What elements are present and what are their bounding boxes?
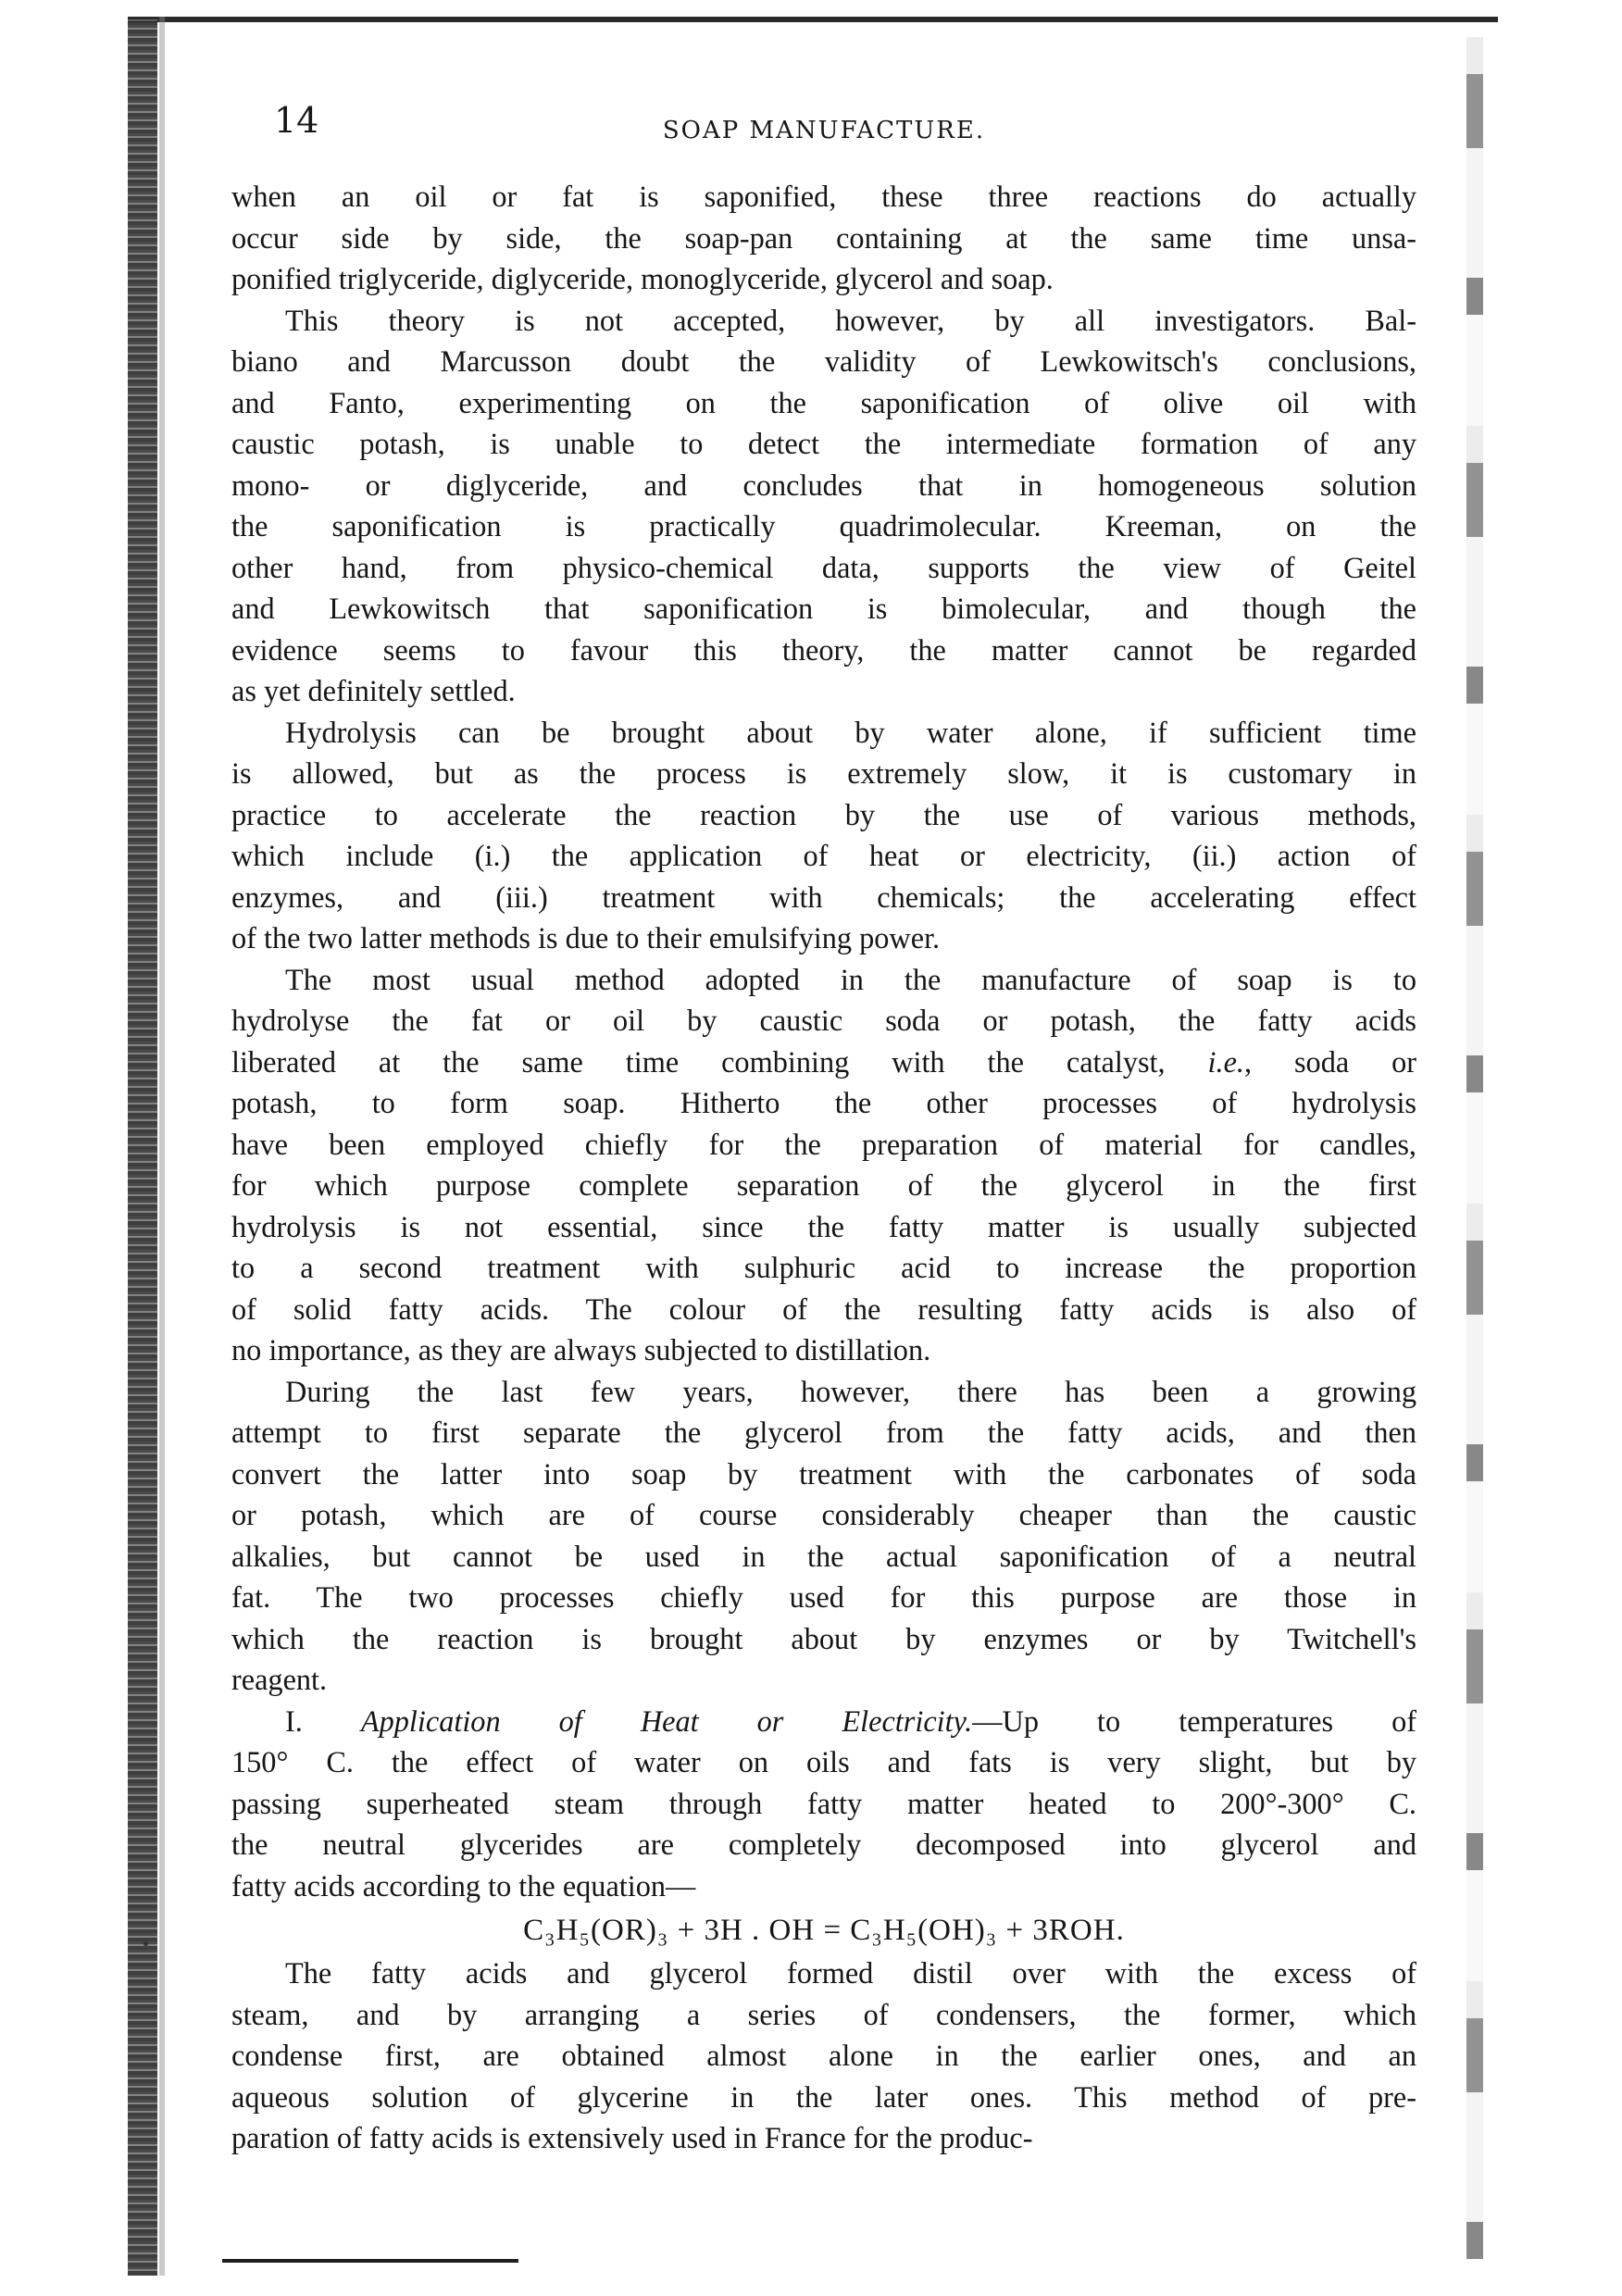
scan-top-edge	[128, 17, 1498, 22]
text-line: biano and Marcusson doubt the validity of Lewkowitsch's conclusions,	[231, 344, 1416, 378]
paragraph-p1	[231, 176, 1416, 300]
text-line: the saponification is practically quadrimolecular. Kreeman, on the	[231, 509, 1416, 543]
paragraph-p2	[231, 300, 1416, 712]
text-line: which the reaction is brought about by enzymes or by Twitchell's	[231, 1621, 1416, 1655]
chemical-equation: C₃H₅(OR)₃ + 3H . OH = C₃H₅(OH)₃ + 3ROH.	[523, 1914, 1125, 1947]
text-line: enzymes, and (iii.) treatment with chemicals; the accelerating effect	[231, 880, 1416, 914]
text-line: for which purpose complete separation of the glycerol in the first	[231, 1168, 1416, 1202]
text-line: attempt to first separate the glycerol from the fatty acids, and then	[231, 1416, 1416, 1449]
text-line: potash, to form soap. Hitherto the other processes of hydrolysis	[231, 1086, 1416, 1119]
text-line: to a second treatment with sulphuric acid to increase the proportion	[231, 1251, 1416, 1284]
text-line: caustic potash, is unable to detect the intermediate formation of any	[231, 427, 1416, 460]
text-line: other hand, from physico-chemical data, supports the view of Geitel	[231, 550, 1416, 584]
text-line: During the last few years, however, there has been a growing	[285, 1374, 1416, 1408]
bottom-rule	[222, 2259, 518, 2263]
text-line: Hydrolysis can be brought about by water alone, if sufficient time	[285, 715, 1416, 749]
text-line: or potash, which are of course considerably cheaper than the caustic	[231, 1498, 1416, 1531]
text-line: practice to accelerate the reaction by the use of various methods,	[231, 797, 1416, 831]
text-line: liberated at the same time combining with the catalyst, i.e., soda or	[231, 1044, 1417, 1079]
text-line: mono- or diglyceride, and concludes that in homogeneous solution	[231, 468, 1416, 502]
scan-binding-shadow	[128, 17, 157, 2276]
text-line: no importance, as they are always subjected to distillation.	[231, 1333, 931, 1366]
page-header	[231, 100, 1416, 156]
text-line: ponified triglyceride, diglyceride, monoglyceride, glycerol and soap.	[231, 262, 1054, 295]
scan-right-edge	[1466, 37, 1483, 2259]
text-line: reagent.	[231, 1663, 328, 1696]
text-line: This theory is not accepted, however, by all investigators. Bal-	[285, 303, 1416, 337]
scan-binding-shadow-inner	[159, 17, 165, 2276]
text-line: is allowed, but as the process is extremely slow, it is customary in	[231, 756, 1416, 790]
text-line: steam, and by arranging a series of condensers, the former, which	[231, 1997, 1416, 2031]
text-line: and Lewkowitsch that saponification is bimolecular, and though the	[231, 592, 1416, 625]
text-line: have been employed chiefly for the preparation of material for candles,	[231, 1127, 1416, 1161]
text-line: as yet definitely settled.	[231, 674, 516, 707]
text-line: hydrolysis is not essential, since the fatty matter is usually subjected	[231, 1209, 1416, 1243]
text-line: when an oil or fat is saponified, these three reactions do actually	[231, 180, 1416, 213]
text-line: fatty acids according to the equation—	[231, 1868, 696, 1903]
text-line: evidence seems to favour this theory, the matter cannot be regarded	[231, 632, 1416, 667]
text-line: of the two latter methods is due to their emulsifying power.	[231, 921, 941, 955]
text-line: passing superheated steam through fatty matter heated to 200°-300° C.	[231, 1786, 1416, 1820]
page-number: 14	[274, 100, 319, 141]
text-line: of solid fatty acids. The colour of the resulting fatty acids is also of	[231, 1292, 1416, 1326]
text-line: convert the latter into soap by treatment with the carbonates of soda	[231, 1456, 1416, 1491]
paragraph-p7	[231, 1953, 1416, 2159]
text-line: The most usual method adopted in the manufacture of soap is to	[285, 962, 1416, 996]
paragraph-p6	[231, 1701, 1416, 1907]
paragraph-p4	[231, 959, 1416, 1371]
text-line: The fatty acids and glycerol formed distil over with the excess of	[285, 1956, 1416, 1990]
text-line: occur side by side, the soap-pan containing at the same time unsa-	[231, 220, 1416, 255]
paragraph-p5	[231, 1371, 1416, 1701]
text-line: the neutral glycerides are completely decomposed into glycerol and	[231, 1828, 1416, 1861]
text-line: hydrolyse the fat or oil by caustic soda or potash, the fatty acids	[231, 1004, 1416, 1037]
paragraph-p3	[231, 712, 1416, 959]
text-line: paration of fatty acids is extensively used in France for the produc-	[231, 2121, 1033, 2154]
running-title: SOAP MANUFACTURE.	[662, 117, 986, 144]
book-page	[231, 100, 1416, 2159]
text-line: I. Application of Heat or Electricity.—Up to temperatures of	[285, 1703, 1416, 1738]
text-line: aqueous solution of glycerine in the later ones. This method of pre-	[231, 2079, 1416, 2114]
text-line: 150° C. the effect of water on oils and fats is very slight, but by	[231, 1745, 1416, 1778]
scan-speck	[143, 1941, 148, 1946]
page-body	[231, 176, 1416, 2159]
text-line: fat. The two processes chiefly used for this purpose are those in	[231, 1580, 1416, 1614]
text-line: and Fanto, experimenting on the saponification of olive oil with	[231, 385, 1416, 419]
text-line: which include (i.) the application of heat or electricity, (ii.) action of	[231, 839, 1416, 872]
text-line: alkalies, but cannot be used in the actual saponification of a neutral	[231, 1539, 1416, 1573]
text-line: condense first, are obtained almost alone in the earlier ones, and an	[231, 2039, 1416, 2072]
